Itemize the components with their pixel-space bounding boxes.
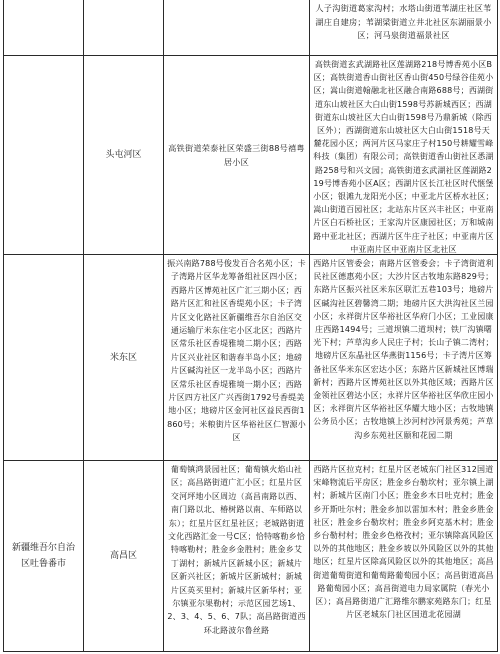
area-a-text: 葡萄镇鸿景园社区；葡萄镇火焰山社区；高昌路街道广汇小区；红星片区交河坪地小区周边（高昌南路以西、南门路以北、椿树路以南、车师路以东）；红星片区红星社区；老城路街道文化西路汇金一号C区；恰特喀勒乡恰特喀勒村；胜金乡金胜村；胜金乡艾丁湖村；新城片区新城小区；新城片区新兴社区；新城片区新城村；新城片区英买里村；新城片区新华村；亚尔镇亚尔果勒村；示范区园艺场1、2、3、4、5、6、7队；高昌路街道西环北路波尔鲁丝路 [167,465,306,635]
table-row [3,255,498,461]
area-a-text: 高铁街道荣泰社区荣盛三街88号禧粤居小区 [168,143,305,167]
region-cell [3,255,83,460]
county-cell [83,0,163,55]
county-name: 头屯河区 [105,150,142,160]
area-b-text: 西路片区拉克村；红星片区老城东门社区312国道宋峰物流后平房区；胜金乡台勒坎村；亚尔镇上湖村；新城片区南门小区；胜金乡木日吐克村；胜金乡开斯吐尔村；胜金乡加以雷加木村；胜金乡胜金社区；胜金乡台勒坎村；胜金乡阿克基木村；胜金乡台勒村村；胜金乡色格孜村；亚尔镇除高风险区以外的其他地区；胜金乡坡以外风险区以外的其他地区；红星片区除高风险区以外的其他地区；高昌街道葡萄街道和葡萄路葡萄园小区；高昌街道高昌路葡萄园小区；高昌街道电力局家属院（春光小区）；高昌路街道广汇路维尔鹏家苑路东门；红星片区老城东门社区国道北花园湖 [313,465,494,620]
region-cell [3,461,83,651]
area-b-cell [309,0,498,55]
table-row [3,56,498,255]
table-row [3,461,498,652]
area-a-cell [163,255,309,460]
area-a-cell [163,56,309,254]
area-b-cell [309,255,498,460]
table-row [3,0,498,56]
area-b-cell [309,461,498,651]
area-a-cell [163,461,309,651]
area-b-cell [309,56,498,254]
region-table [3,0,498,652]
county-cell [83,461,163,651]
region-cell [3,56,83,254]
area-b-text: 高铁街道玄武湖路社区莲湖路218号博香苑小区B区；高铁街道香山街社区香山街450号绿谷佳苑小区；嵩山街道翰融北社区融合南路688号；西湖街道东山坡社区大白山街1598号苏新城西区；西湖街道东山坡社区大白山街1598号乃鼎新城（除西区外）；西湖街道东山坡社区大白山街1518号天麓花园小区；两河片区马家庄子村150号耕耀雪峰科技（集团）有限公司；高铁街道香山街社区悉湖路258号和兴文园；高铁街道玄武湖社区莲湖路219号博香苑小区A区；西湖片区长江社区时代惬堡小区；银滩九龙阳光小区；中亚北片区桥水社区；嵩山街道百园社区；北站东片区兴丰社区；中亚南片区白石桥社区；王家沟片区康园社区；万和城南路中亚北社区；西湖片区牛庄子社区；中亚南片区中亚南片区中亚南片区北社区 [313,60,494,254]
area-b-text: 西路片区管委会；南路片区管委会；卡子湾街道利民社区德惠苑小区；大沙片区古牧地东路829号；东路片区振兴社区米东区联汇五巷103号；地磅片区碱沟社区碧馨湾二期；地磅片区大洪沟社区兰园小区；永祥街片区华裕社区华府门小区；工业园康庄西路1494号；三道坝镇二道坝村；铁厂沟镇曙光下村；芦草沟乡人民庄子村；长山子镇二湾村；地磅片区东晶社区华燕街1156号；卡子湾片区筹备社区华米东区宏达小区；东路片区新城社区博瑞新村；西路片区博苑社区以外其他区域；西路片区金领社区碧达小区；永祥片区华裕社区华欣庄园小区；永祥街片区华裕社区华耀大地小区；古牧地镇公务员小区；古牧地镇上沙河村沙河景秀苑；芦草沟乡东苑社区颐和花园二期 [313,259,494,440]
county-cell [83,56,163,254]
county-name: 高昌区 [109,551,137,561]
area-a-cell [163,0,309,55]
county-name: 米东区 [109,352,137,363]
region-name: 新疆维吾尔自治区吐鲁番市 [11,543,75,569]
county-cell [83,255,163,460]
area-a-text: 振兴南路788号俊发百合名苑小区；卡子湾路片区华龙筹备组社区四小区；西路片区博苑社区广汇三期小区；西路片区汇和社区香缇苑小区；卡子湾片区文化路社区新疆维吾尔自治区交通运输厅米东住宅小区北区；西路片区常乐社区香堤雅境二期小区；西路片区兴业社区和谐春半岛小区；地磅片区碱沟社区一龙半岛小区；西路片区常乐社区香堤雅境一期小区；西路片区四方社区广兴西街1792号香缇美地小区；地磅片区金河社区益民西街1860号；米粮街片区华裕社区仁智源小区 [167,259,306,443]
region-cell [3,0,83,55]
area-b-text: 人子沟街道葛家沟村；水塔山街道苇湖庄社区苇湖庄自建房；苇湖梁街道立井北社区东湖丽景小区；河马泉街道福景社区 [315,3,492,41]
